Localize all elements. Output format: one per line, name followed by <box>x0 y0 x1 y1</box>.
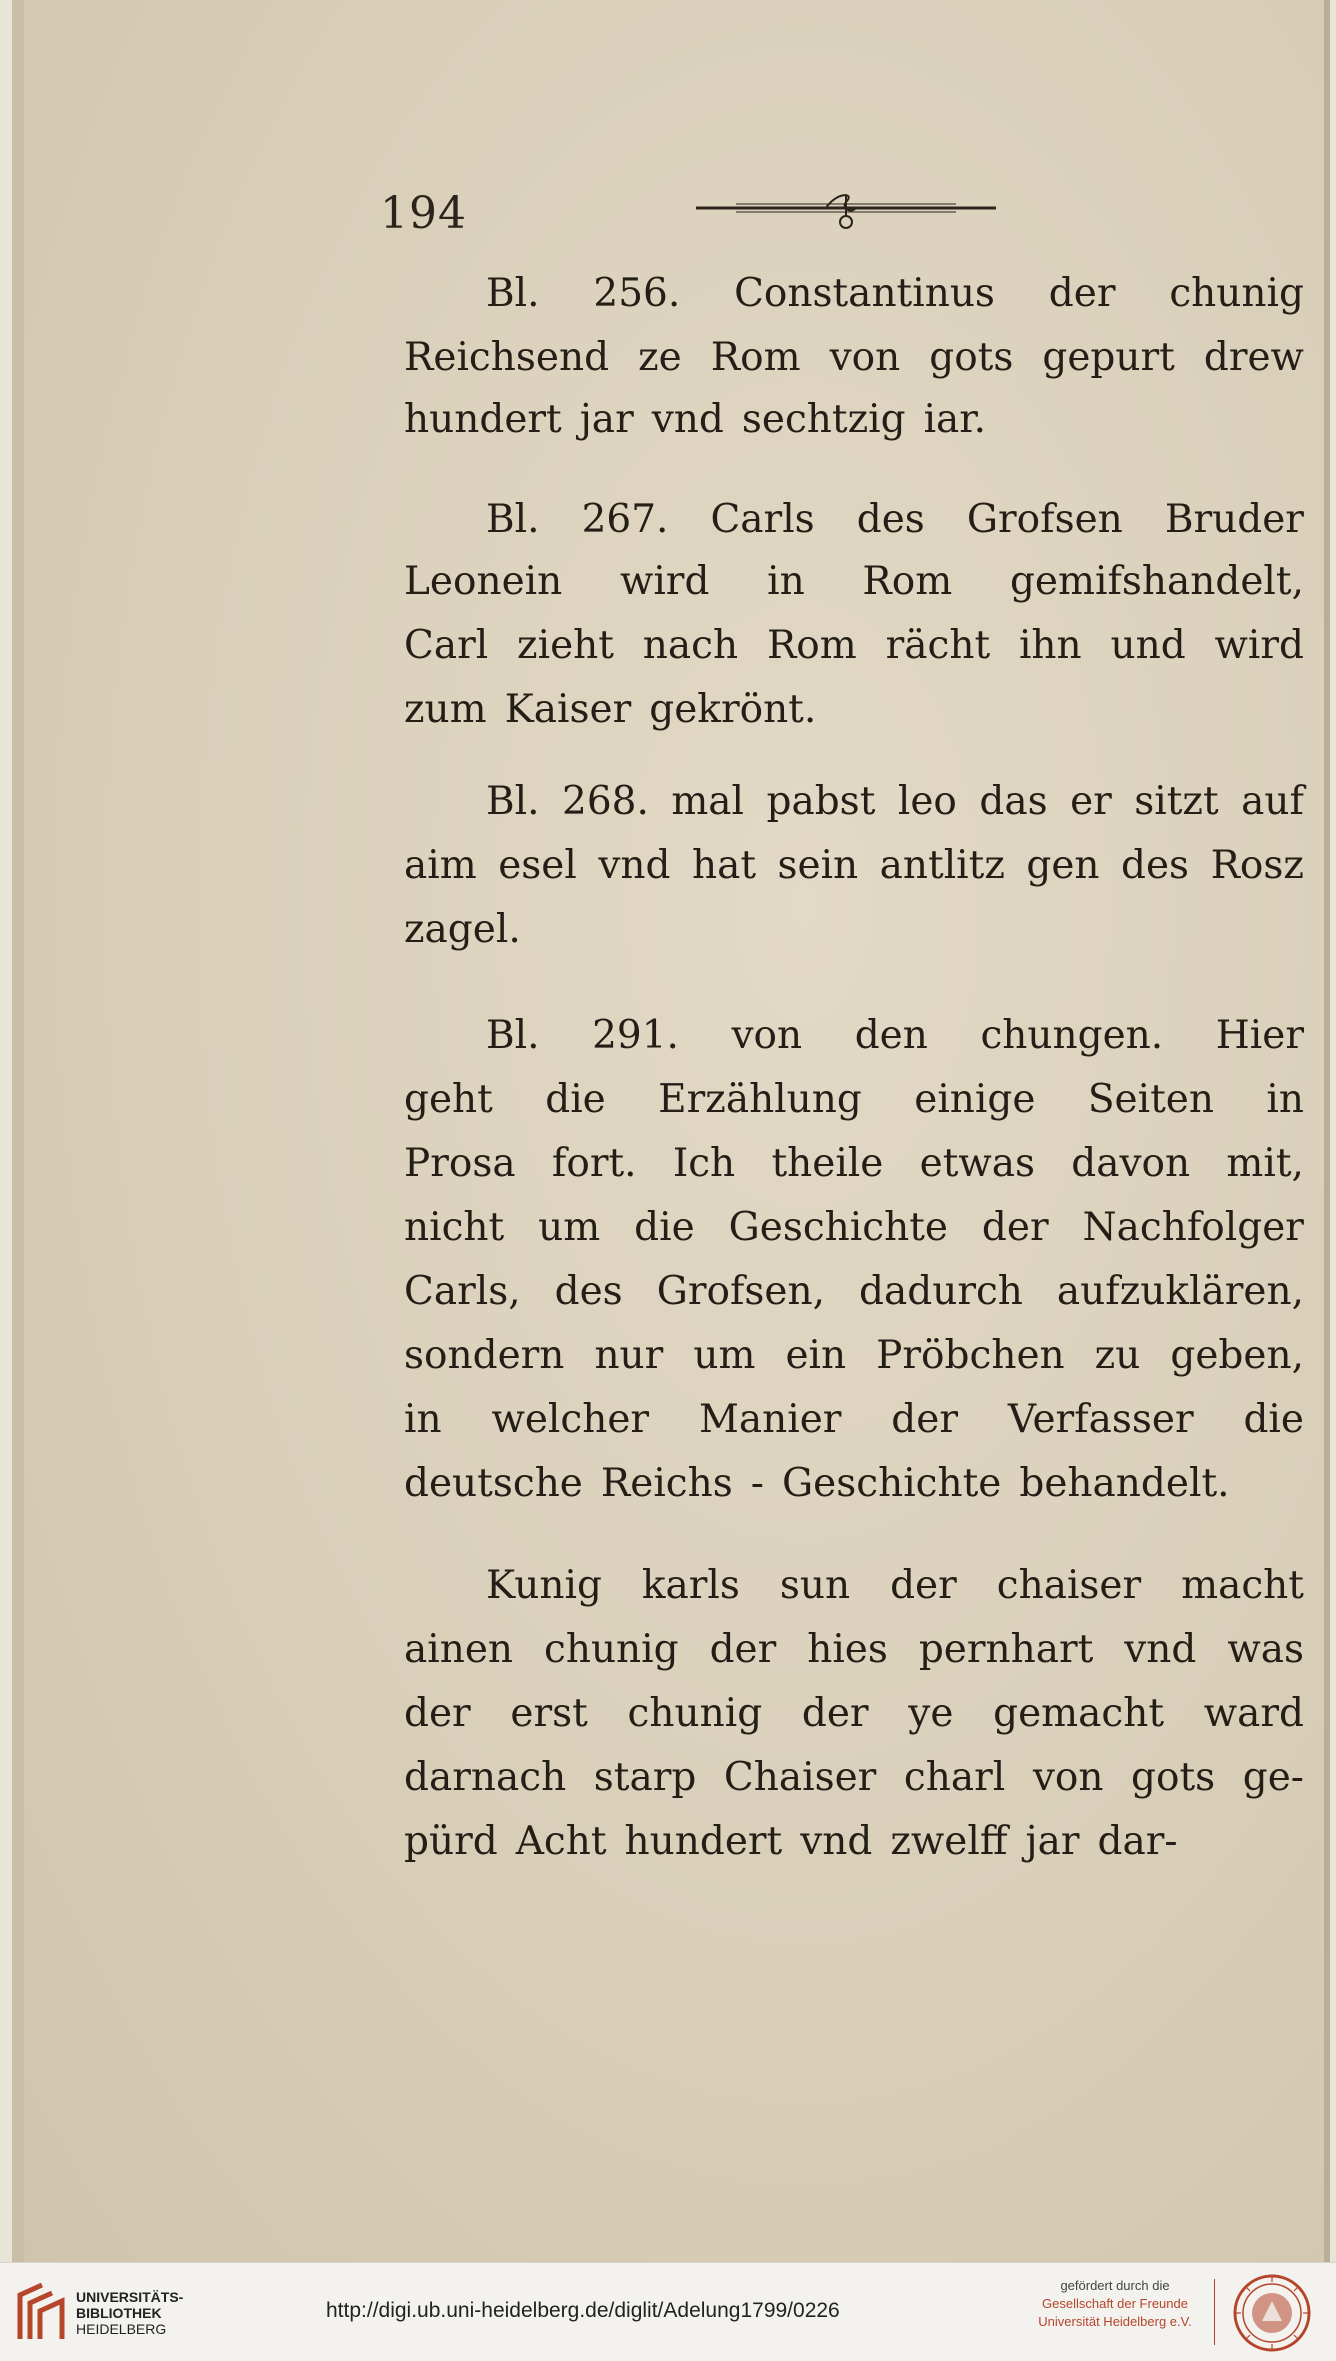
word: der <box>404 1691 471 1736</box>
word: Pröbchen <box>876 1333 1065 1378</box>
word: - <box>750 1461 764 1506</box>
text-line <box>404 1069 1304 1131</box>
word: und <box>1110 623 1186 668</box>
word: um <box>538 1205 601 1250</box>
word: jar <box>579 397 634 442</box>
word: Carl <box>404 623 489 668</box>
word: rächt <box>885 623 991 668</box>
page-edge-right <box>1324 0 1330 2262</box>
word: die <box>545 1077 606 1122</box>
word: aufzuklären, <box>1056 1269 1304 1314</box>
word: der <box>801 1691 869 1736</box>
university-seal-icon <box>1232 2273 1312 2353</box>
word: chunig <box>543 1627 679 1672</box>
word: Constantinus <box>734 271 995 316</box>
word: der <box>981 1205 1049 1250</box>
word: sondern <box>404 1333 565 1378</box>
word: sitzt <box>1134 779 1219 824</box>
word: zagel. <box>404 907 521 952</box>
word: Rosz <box>1210 843 1304 888</box>
word: in <box>1266 1077 1304 1122</box>
word: ward <box>1203 1691 1304 1736</box>
word: aim <box>404 843 477 888</box>
word: chunig <box>1169 271 1304 316</box>
header-ornament <box>696 188 996 232</box>
word: theile <box>771 1141 884 1186</box>
page-edge-left <box>12 0 24 2262</box>
word: pürd <box>404 1819 498 1864</box>
word: Rom <box>710 335 801 380</box>
word: welcher <box>491 1397 650 1442</box>
word: darnach <box>404 1755 567 1800</box>
word: hat <box>691 843 756 888</box>
word: Manier <box>698 1397 842 1442</box>
text-line <box>404 389 1004 451</box>
sponsor-notice <box>1020 2277 1210 2331</box>
word: chunig <box>627 1691 763 1736</box>
word: was <box>1227 1627 1304 1672</box>
word: er <box>1070 779 1112 824</box>
word: wird <box>619 559 710 604</box>
word: ze <box>638 335 682 380</box>
word: Chaiser <box>723 1755 877 1800</box>
text-line <box>404 551 1304 613</box>
word: pernhart <box>918 1627 1094 1672</box>
text-line <box>486 1005 1304 1067</box>
word: in <box>767 559 805 604</box>
word: von <box>1032 1755 1104 1800</box>
sponsor-org-line2: Universität Heidelberg e.V. <box>1038 2314 1192 2329</box>
word: des <box>554 1269 623 1314</box>
word: gen <box>1026 843 1100 888</box>
word: karls <box>641 1563 740 1608</box>
footer-bar <box>0 2262 1336 2361</box>
word: die <box>634 1205 695 1250</box>
word: davon <box>1071 1141 1191 1186</box>
word: antlitz <box>879 843 1005 888</box>
word: Acht <box>515 1819 607 1864</box>
word: mal <box>671 779 745 824</box>
word: ein <box>785 1333 847 1378</box>
word: der <box>890 1563 957 1608</box>
word: hundert <box>624 1819 783 1864</box>
word: geben, <box>1170 1333 1304 1378</box>
word: in <box>404 1397 442 1442</box>
word: vnd <box>598 843 671 888</box>
word: von <box>731 1013 803 1058</box>
word: geht <box>404 1077 493 1122</box>
word: Leonein <box>404 559 563 604</box>
text-line <box>404 1683 1304 1745</box>
word: Kunig <box>486 1563 602 1608</box>
word: pabst <box>766 779 876 824</box>
word: gepurt <box>1042 335 1175 380</box>
word: sechtzig <box>741 397 906 442</box>
word: der <box>1048 271 1116 316</box>
word: Prosa <box>404 1141 516 1186</box>
word: einige <box>914 1077 1036 1122</box>
digitization-url-link[interactable]: http://digi.ub.uni-heidelberg.de/diglit/Adelung1799/0226 <box>326 2299 840 2322</box>
word: Erzählung <box>658 1077 862 1122</box>
word: mit, <box>1226 1141 1304 1186</box>
word: zieht <box>517 623 614 668</box>
word: 291. <box>592 1013 679 1058</box>
word: gots <box>1131 1755 1216 1800</box>
word: vnd <box>1124 1627 1197 1672</box>
word: Geschichte <box>781 1461 1002 1506</box>
text-line <box>486 1555 1304 1617</box>
word: des <box>856 497 925 542</box>
word: des <box>1121 843 1190 888</box>
word: vnd <box>651 397 724 442</box>
word: Grofsen <box>966 497 1123 542</box>
word: Kaiser <box>504 687 632 732</box>
word: Carls, <box>404 1269 521 1314</box>
word: etwas <box>919 1141 1036 1186</box>
word: der <box>891 1397 958 1442</box>
text-line <box>404 1325 1304 1387</box>
text-line <box>486 771 1304 833</box>
word: Reichsend <box>404 335 610 380</box>
word: starp <box>593 1755 697 1800</box>
sponsor-divider <box>1214 2279 1215 2345</box>
page-number: 194 <box>380 188 467 239</box>
library-name-line1: UNIVERSITÄTS- <box>76 2289 184 2305</box>
library-name-line2: BIBLIOTHEK <box>76 2305 162 2321</box>
word: Bl. <box>486 271 540 316</box>
text-line <box>404 835 1304 897</box>
word: behandelt. <box>1019 1461 1230 1506</box>
word: Geschichte <box>728 1205 948 1250</box>
word: gemifshandelt, <box>1009 559 1304 604</box>
word: sun <box>779 1563 851 1608</box>
word: zwelff <box>890 1819 1008 1864</box>
word: drew <box>1203 335 1304 380</box>
word: vnd <box>800 1819 873 1864</box>
word: Rom <box>766 623 857 668</box>
word: Hier <box>1215 1013 1304 1058</box>
text-line <box>486 489 1304 551</box>
word: ye <box>908 1691 954 1736</box>
word: Bruder <box>1164 497 1304 542</box>
word: wird <box>1214 623 1304 668</box>
word: chungen. <box>980 1013 1164 1058</box>
word: das <box>979 779 1048 824</box>
word: deutsche <box>404 1461 583 1506</box>
text-line <box>486 263 1304 325</box>
word: nicht <box>404 1205 505 1250</box>
word: von <box>829 335 901 380</box>
word: Carls <box>710 497 815 542</box>
word: leo <box>897 779 957 824</box>
word: Nachfolger <box>1082 1205 1304 1250</box>
word: Bl. <box>486 1013 540 1058</box>
word: ge- <box>1242 1755 1304 1800</box>
word: um <box>693 1333 756 1378</box>
word: der <box>709 1627 777 1672</box>
text-line <box>404 899 539 961</box>
word: Bl. <box>486 779 540 824</box>
sponsor-label: gefördert durch die <box>1060 2278 1170 2293</box>
word: Verfasser <box>1007 1397 1194 1442</box>
word: nur <box>594 1333 664 1378</box>
word: ainen <box>404 1627 514 1672</box>
text-line <box>404 1619 1304 1681</box>
word: 267. <box>581 497 669 542</box>
word: charl <box>903 1755 1006 1800</box>
text-line <box>404 1261 1304 1323</box>
word: den <box>854 1013 928 1058</box>
word: erst <box>510 1691 588 1736</box>
word: jar <box>1025 1819 1080 1864</box>
library-name-line3: HEIDELBERG <box>76 2321 167 2337</box>
word: Rom <box>862 559 953 604</box>
word: hundert <box>404 397 562 442</box>
word: Reichs <box>600 1461 733 1506</box>
word: nach <box>642 623 739 668</box>
text-line <box>404 1453 1248 1515</box>
scanned-page <box>12 0 1330 2262</box>
word: ihn <box>1018 623 1082 668</box>
word: dar- <box>1097 1819 1178 1864</box>
word: esel <box>498 843 577 888</box>
word: sein <box>777 843 859 888</box>
text-line <box>404 1811 1196 1873</box>
word: chaiser <box>996 1563 1142 1608</box>
university-library-logo-icon <box>14 2281 68 2343</box>
word: Ich <box>672 1141 736 1186</box>
word: gekrönt. <box>649 687 817 732</box>
text-line <box>404 1747 1304 1809</box>
word: zum <box>404 687 487 732</box>
sponsor-org-line1: Gesellschaft der Freunde <box>1042 2296 1188 2311</box>
word: auf <box>1241 779 1304 824</box>
word: hies <box>807 1627 888 1672</box>
word: Bl. <box>486 497 540 542</box>
word: macht <box>1181 1563 1304 1608</box>
word: zu <box>1094 1333 1141 1378</box>
word: fort. <box>551 1141 637 1186</box>
text-line <box>404 327 1304 389</box>
text-line <box>404 1389 1304 1451</box>
word: iar. <box>923 397 987 442</box>
word: 256. <box>593 271 681 316</box>
word: die <box>1243 1397 1304 1442</box>
word: gemacht <box>993 1691 1165 1736</box>
word: dadurch <box>859 1269 1023 1314</box>
text-line <box>404 679 834 741</box>
library-name <box>76 2289 183 2337</box>
text-line <box>404 615 1304 677</box>
text-line <box>404 1197 1304 1259</box>
word: 268. <box>562 779 649 824</box>
word: Grofsen, <box>656 1269 826 1314</box>
word: Seiten <box>1087 1077 1214 1122</box>
word: gots <box>929 335 1014 380</box>
text-line <box>404 1133 1304 1195</box>
